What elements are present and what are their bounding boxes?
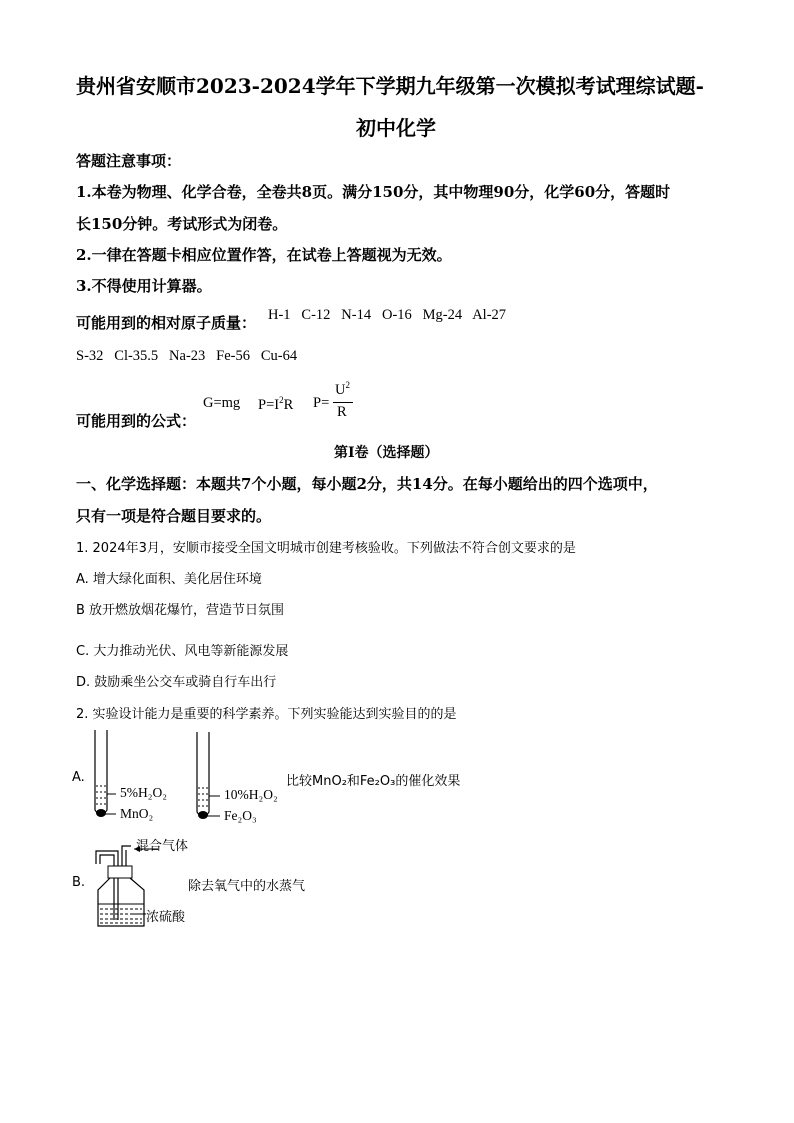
sulfuric-acid-label: 浓硫酸 [146,910,186,925]
atomic-mass-label: 可能用到的相对原子质量： [76,314,257,332]
test-tube-1 [95,730,116,817]
atomic-mass-line2: S-32 Cl-35.5 Na-23 Fe-56 Cu-64 [76,348,298,364]
formula-power-voltage-denominator: R [337,404,347,420]
atomic-mass-line1: H-1 C-12 N-14 O-16 Mg-24 Al-27 [268,307,507,323]
fraction-bar [333,402,353,403]
formula-power-voltage-numerator: $U^2$ [335,380,350,398]
volume-title: 第Ⅰ卷（选择题） [334,445,439,461]
option-b-purpose: 除去氧气中的水蒸气 [188,879,306,894]
option-a-purpose: 比较MnO₂和Fe₂O₃的催化效果 [286,774,461,789]
part1-instruction-line2: 只有一项是符合题目要求的。 [76,507,272,525]
question-2-stem: 2. 实验设计能力是重要的科学素养。下列实验能达到实验目的的是 [76,707,457,722]
tube-2-solid-label: Fe₂O₃ [224,808,257,823]
formula-label: 可能用到的公式： [76,412,197,430]
notice-item-1-line2: 长150分钟。考试形式为闭卷。 [76,215,288,233]
formula-power-current: $P=I^2R$ [258,395,294,413]
test-tube-2 [197,732,220,819]
paper-title-line2: 初中化学 [356,116,436,140]
question-1-stem: 1. 2024年3月，安顺市接受全国文明城市创建考核验收。下列做法不符合创文要求的是 [76,541,576,556]
formula-gravity: G=mg [203,395,241,411]
question-2-option-a-label: A. [72,770,85,785]
question-1-option-a: A. 增大绿化面积、美化居住环境 [76,572,262,587]
notice-item-3: 3.不得使用计算器。 [76,277,212,295]
notice-heading: 答题注意事项： [76,152,182,170]
notice-item-1-line1: 1.本卷为物理、化学合卷，全卷共8页。满分150分，其中物理90分，化学60分，答题时 [76,183,671,201]
mixed-gas-label: 混合气体 [136,839,189,854]
paper-title-line1: 贵州省安顺市2023-2024学年下学期九年级第一次模拟考试理综试题- [76,74,704,98]
tube-1-solid-label: MnO₂ [120,806,154,821]
formula-power-voltage-prefix: P= [313,395,330,411]
question-1-option-b: B 放开燃放烟花爆竹，营造节日氛围 [76,603,285,618]
notice-item-2: 2.一律在答题卡相应位置作答，在试卷上答题视为无效。 [76,246,452,264]
question-1-option-d: D. 鼓励乘坐公交车或骑自行车出行 [76,675,277,690]
tube-2-liquid-label: 10%H₂O₂ [224,787,278,802]
tube-1-liquid-label: 5%H₂O₂ [120,785,167,800]
part1-instruction-line1: 一、化学选择题：本题共7个小题，每小题2分，共14分。在每小题给出的四个选项中， [76,475,658,493]
question-1-option-c: C. 大力推动光伏、风电等新能源发展 [76,644,289,659]
question-2-option-b-label: B. [72,875,86,890]
